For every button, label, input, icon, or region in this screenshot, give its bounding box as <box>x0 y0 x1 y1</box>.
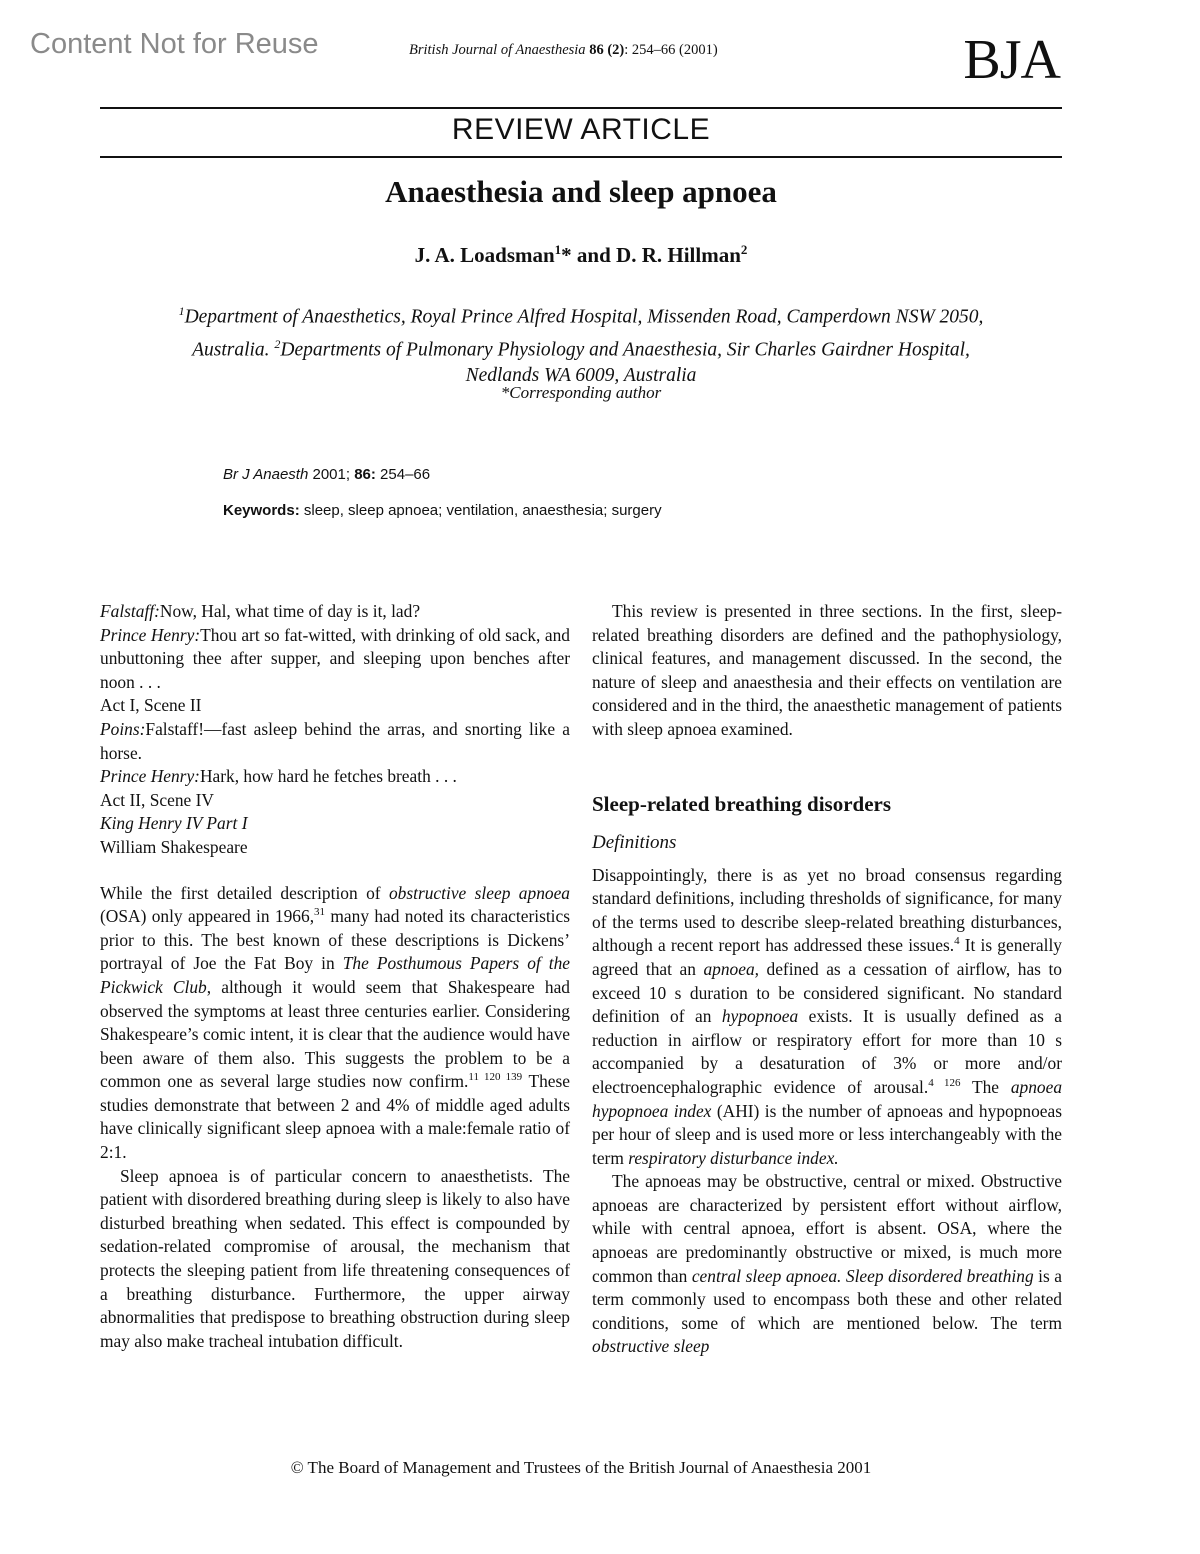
author-2: D. R. Hillman <box>616 243 741 267</box>
body-paragraph: The apnoeas may be obstructive, central or mixed. Obstructive apnoeas are characterized by persistent effort without airflow, while with central apnoea, effort is absent. OSA, where the apnoeas are predominantly obstructive or mixed, is much more common than central sleep apnoea. Sleep disordered breathing is a term commonly used to encompass both these and other related conditions, some of which are mentioned below. The term obstructive sleep <box>592 1171 1062 1357</box>
top-rule <box>100 107 1062 109</box>
authors <box>100 242 1062 268</box>
watermark: Content Not for Reuse <box>30 28 319 60</box>
affil-line-3: Nedlands WA 6009, Australia <box>465 365 697 386</box>
author-1: J. A. Loadsman <box>414 243 555 267</box>
subsection-heading: Definitions <box>592 831 677 853</box>
epigraph-line: Act II, Scene IV <box>100 789 214 810</box>
bottom-rule <box>100 156 1062 158</box>
bja-logo: BJA <box>963 29 1060 91</box>
article-title: Anaesthesia and sleep apnoea <box>385 174 777 209</box>
journal-issue: (2) <box>607 42 625 58</box>
section-heading: Sleep-related breathing disorders <box>592 791 892 816</box>
author-1-mark: * <box>561 243 572 267</box>
journal-pages-year: : 254–66 (2001) <box>624 42 718 58</box>
affiliations <box>100 298 1062 389</box>
epigraph-author: William Shakespeare <box>100 836 248 857</box>
body-paragraph: While the first detailed description of obstructive sleep apnoea (OSA) only appeared in 1966,31 many had noted its characteristics prior to this. The best known of these descriptions is Dickens’ portrayal of Joe the Fat Boy in The Posthumous Papers of the Pickwick Club, although it would seem that Shakespeare had observed the symptoms at least three centuries earlier. Considering Shakespeare’s comic intent, it is clear that the audience would have been aware of them also. This suggests the problem to be a common one as several large studies now confirm.$^{11 120 139}$ These studies demonstrate that between 2 and 4% of middle aged adults have clinically significant sleep apnoea with a male:female ratio of 2:1. <box>100 882 571 1163</box>
epigraph-speaker: Prince Henry: <box>100 766 200 787</box>
citation-journal: Br J Anaesth <box>223 466 309 483</box>
keywords-text: sleep, sleep apnoea; ventilation, anaesthesia; surgery <box>299 502 662 519</box>
copyright-footer: © The Board of Management and Trustees of the British Journal of Anaesthesia 2001 <box>290 1458 872 1477</box>
affil-line-1: Department of Anaesthetics, Royal Prince Alfred Hospital, Missenden Road, Camperdown NSW 2050, <box>184 306 984 328</box>
body-paragraph: Sleep apnoea is of particular concern to anaesthetists. The patient with disordered breathing during sleep is likely to also have disturbed breathing when sedated. This effect is compounded by sedation-related compromise of arousal, the mechanism that protects the sleeping patient from life threatening consequences of a breathing disturbance. Furthermore, the upper airway abnormalities that predispose to breathing obstruction during sleep may also make tracheal intubation difficult. <box>100 1165 570 1351</box>
citation-pages: 254–66 <box>375 466 431 483</box>
epigraph-line: Now, Hal, what time of day is it, lad? <box>159 601 421 621</box>
section-type: REVIEW ARTICLE <box>451 113 711 146</box>
affil-sup-1: 1 <box>178 304 185 318</box>
reference-superscript: 4 126 <box>928 1077 961 1090</box>
epigraph-source: King Henry IV Part I <box>100 813 248 834</box>
intro-paragraph: This review is presented in three sections. In the first, sleep-related breathing disorders are defined and the pathophysiology, clinical features, and management discussed. In the second, the nature of sleep and anaesthesia and their effects on ventilation are considered and in the third, the anaesthetic management of patients with sleep apnoea examined. <box>592 601 1062 739</box>
corresponding-author: *Corresponding author <box>500 383 662 402</box>
citation-year: 2001; <box>308 466 355 483</box>
affil-line-2b: Departments of Pulmonary Physiology and Anaesthesia, Sir Charles Gairdner Hospital, <box>280 339 970 360</box>
authors-and: and <box>571 243 617 267</box>
journal-volume: 86 <box>589 42 604 58</box>
citation-volume: 86: <box>354 466 376 483</box>
epigraph-line: Falstaff!—fast asleep behind the arras, and snorting like a horse. <box>100 718 570 763</box>
epigraph-speaker: Prince Henry: <box>100 624 201 645</box>
keywords <box>223 502 662 519</box>
left-column <box>100 600 570 1353</box>
epigraph <box>100 600 570 860</box>
journal-name: British Journal of Anaesthesia <box>409 42 586 58</box>
author-2-affil: 2 <box>740 242 748 257</box>
epigraph-speaker: Falstaff: <box>100 601 160 621</box>
reference-superscript: 31 <box>314 906 326 919</box>
author-1-affil: 1 <box>554 242 562 257</box>
epigraph-speaker: Poins: <box>100 718 146 739</box>
epigraph-line: Hark, how hard he fetches breath . . . <box>199 766 457 787</box>
journal-citation-header <box>409 42 718 59</box>
epigraph-line: Act I, Scene II <box>100 695 202 716</box>
keywords-label: Keywords: <box>223 502 300 519</box>
right-column <box>592 600 1062 1359</box>
epigraph-line: Thou art so fat-witted, with drinking of old sack, and unbuttoning thee after supper, and sleeping upon benches after noon . . . <box>100 624 570 692</box>
affil-sup-2: 2 <box>274 336 281 351</box>
affil-line-2a: Australia. <box>192 339 275 360</box>
reference-superscript: 11 120 139 <box>468 1071 523 1084</box>
article-citation <box>223 466 430 483</box>
body-paragraph: Disappointingly, there is as yet no broad consensus regarding standard definitions, including thresholds of significance, for many of the terms used to describe sleep-related breathing disturbances, although a recent report has addressed these issues.$^4$ It is generally agreed that an apnoea, defined as a cessation of airflow, has to exceed 10 s duration to be considered significant. No standard definition of an hypopnoea exists. It is usually defined as a reduction in airflow or respiratory effort for more than 10 s accompanied by a desaturation of 3% or more and/or electroencephalographic evidence of arousal.$^{4 126}$ The apnoea hypopnoea index (AHI) is the number of apnoeas and hypopnoeas per hour of sleep and is used more or less interchangeably with the term respiratory disturbance index. <box>592 864 1063 1168</box>
reference-superscript: 4 <box>954 935 960 948</box>
